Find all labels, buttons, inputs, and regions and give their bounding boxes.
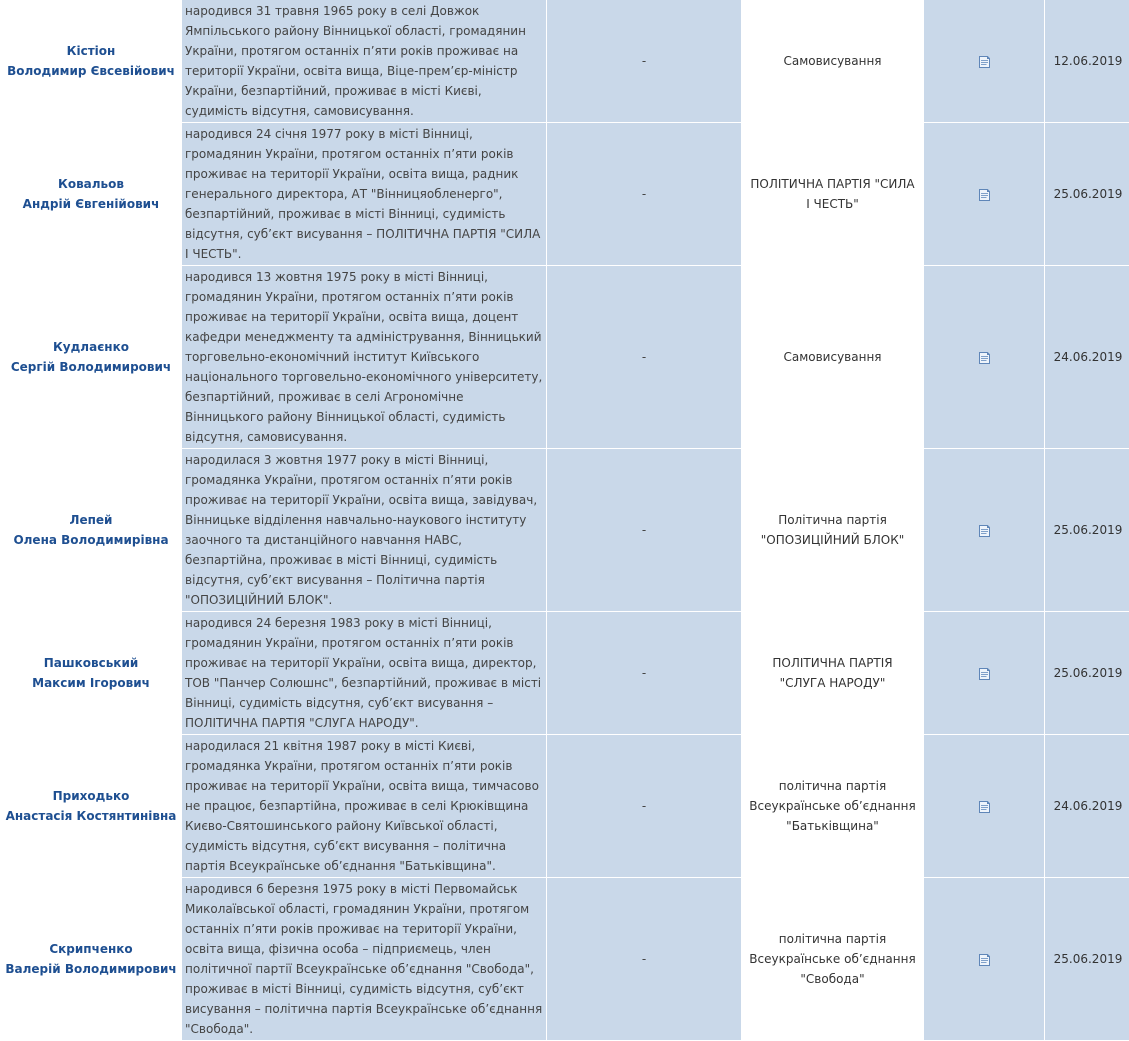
candidate-date-cell [1045,878,1129,1040]
candidate-other-cell [547,612,741,734]
candidate-nomination: ПОЛІТИЧНА ПАРТІЯ "СИЛА І ЧЕСТЬ" [750,177,915,211]
table-row [1,266,1129,448]
candidate-given-names: Сергій Володимирович [10,360,172,374]
candidate-given-names: Максим Ігорович [32,676,150,690]
candidate-registration-date: 25.06.2019 [1053,187,1123,201]
candidate-document-cell [924,878,1044,1040]
candidate-other-value: - [641,666,647,680]
candidate-bio-cell [182,266,546,448]
candidate-name-cell [1,449,181,611]
candidate-date-cell [1045,123,1129,265]
candidate-bio-cell [182,0,546,122]
table-row [1,0,1129,122]
candidate-name-cell [1,735,181,877]
candidate-nomination: Самовисування [783,54,882,68]
candidate-registration-date: 25.06.2019 [1053,666,1123,680]
candidate-other-cell [547,0,741,122]
candidate-bio-cell [182,612,546,734]
candidate-surname: Лепей [69,513,113,527]
candidate-bio: народився 31 травня 1965 року в селі Довжок Ямпільського району Вінницької області, громадянин України, протягом останніх п’яти років проживає на території України, освіта вища, Віце-прем’єр-міністр України, безпартійний, проживає в місті Києві, судимість відсутня, самовисування. [185,4,526,118]
candidate-given-names: Валерій Володимирович [5,962,177,976]
candidate-other-cell [547,449,741,611]
candidate-document-cell [924,612,1044,734]
candidate-bio-cell [182,449,546,611]
candidate-date-cell [1045,612,1129,734]
candidate-name-cell [1,878,181,1040]
candidate-name-cell [1,612,181,734]
document-icon[interactable] [976,187,992,203]
candidate-other-value: - [641,54,647,68]
candidate-nomination-cell [742,123,923,265]
candidate-registration-date: 12.06.2019 [1053,54,1123,68]
candidate-other-value: - [641,187,647,201]
candidate-other-cell [547,735,741,877]
candidate-nomination-cell [742,612,923,734]
candidate-bio: народився 24 березня 1983 року в місті Вінниці, громадянин України, протягом останніх п’яти років проживає на території України, освіта вища, директор, ТОВ "Панчер Солюшнс", безпартійний, проживає в місті Вінниці, судимість відсутня, суб’єкт висування – ПОЛІТИЧНА ПАРТІЯ "СЛУГА НАРОДУ". [185,616,542,730]
document-icon[interactable] [976,54,992,70]
candidate-bio: народилася 21 квітня 1987 року в місті Києві, громадянка України, протягом останніх п’яти років проживає на території України, освіта вища, тимчасово не працює, безпартійна, проживає в селі Крюківщина Києво-Святошинського району Київської області, судимість відсутня, суб’єкт висування – політична партія Всеукраїнське об’єднання "Батьківщина". [185,739,539,873]
candidates-table-body [1,0,1129,1040]
candidate-bio-cell [182,123,546,265]
candidate-bio-cell [182,878,546,1040]
candidate-registration-date: 25.06.2019 [1053,523,1123,537]
candidate-surname: Пашковський [43,656,139,670]
candidate-registration-date: 24.06.2019 [1053,350,1123,364]
table-row [1,449,1129,611]
candidate-surname: Кістіон [66,44,116,58]
candidate-registration-date: 25.06.2019 [1053,952,1123,966]
candidate-other-cell [547,878,741,1040]
candidate-nomination-cell [742,266,923,448]
candidate-document-cell [924,735,1044,877]
document-icon[interactable] [976,523,992,539]
candidate-nomination-cell [742,449,923,611]
table-row [1,735,1129,877]
candidate-nomination-cell [742,878,923,1040]
candidate-nomination: Політична партія "ОПОЗИЦІЙНИЙ БЛОК" [760,513,905,547]
candidate-date-cell [1045,449,1129,611]
candidate-document-cell [924,123,1044,265]
candidate-surname: Ковальов [58,177,124,191]
table-row [1,878,1129,1040]
candidate-surname: Кудлаєнко [52,340,129,354]
candidate-other-value: - [641,350,647,364]
candidate-document-cell [924,449,1044,611]
candidate-nomination: політична партія Всеукраїнське об’єднання "Свобода" [749,932,916,986]
candidate-bio: народився 6 березня 1975 року в місті Первомайськ Миколаївської області, громадянин України, протягом останніх п’яти років проживає на території України, освіта вища, фізична особа – підприємець, член політичної партії Всеукраїнське об’єднання "Свобода", проживає в місті Вінниці, судимість відсутня, суб’єкт висування – політична партія Всеукраїнське об’єднання "Свобода". [185,882,543,1036]
document-icon[interactable] [976,799,992,815]
document-icon[interactable] [976,350,992,366]
candidate-given-names: Володимир Євсевійович [7,64,175,78]
candidate-bio: народилася 3 жовтня 1977 року в місті Вінниці, громадянка України, протягом останніх п’яти років проживає на території України, освіта вища, завідувач, Вінницьке відділення навчально-наукового інституту заочного та дистанційного навчання НАВС, безпартійна, проживає в місті Вінниці, судимість відсутня, суб’єкт висування – Політична партія "ОПОЗИЦІЙНИЙ БЛОК". [185,453,538,607]
candidate-nomination: Самовисування [783,350,882,364]
candidate-given-names: Анастасія Костянтинівна [5,809,177,823]
candidate-given-names: Олена Володимирівна [13,533,169,547]
candidate-name-cell [1,266,181,448]
candidate-nomination-cell [742,0,923,122]
candidate-nomination-cell [742,735,923,877]
candidate-bio: народився 24 січня 1977 року в місті Вінниці, громадянин України, протягом останніх п’яти років проживає на території України, освіта вища, радник генерального директора, АТ "Вінницяобленерго", безпартійний, проживає в місті Вінниці, судимість відсутня, суб’єкт висування – ПОЛІТИЧНА ПАРТІЯ "СИЛА І ЧЕСТЬ". [185,127,541,261]
candidate-surname: Приходько [52,789,130,803]
candidate-registration-date: 24.06.2019 [1053,799,1123,813]
candidate-bio: народився 13 жовтня 1975 року в місті Вінниці, громадянин України, протягом останніх п’яти років проживає на території України, освіта вища, доцент кафедри менеджменту та адміністрування, Вінницький торговельно-економічний інститут Київського національного торговельно-економічного університету, безпартійний, проживає в селі Агрономічне Вінницького району Вінницької області, судимість відсутня, самовисування. [185,270,543,444]
candidate-surname: Скрипченко [49,942,133,956]
candidate-given-names: Андрій Євгенійович [22,197,160,211]
candidate-other-value: - [641,523,647,537]
document-icon[interactable] [976,952,992,968]
candidate-name-cell [1,123,181,265]
candidate-nomination: ПОЛІТИЧНА ПАРТІЯ "СЛУГА НАРОДУ" [772,656,893,690]
candidate-date-cell [1045,735,1129,877]
document-icon[interactable] [976,666,992,682]
candidate-other-cell [547,266,741,448]
candidate-document-cell [924,266,1044,448]
candidate-nomination: політична партія Всеукраїнське об’єднання "Батьківщина" [749,779,916,833]
candidate-other-value: - [641,799,647,813]
candidate-other-cell [547,123,741,265]
candidate-bio-cell [182,735,546,877]
table-row [1,123,1129,265]
table-row [1,612,1129,734]
candidate-date-cell [1045,266,1129,448]
candidate-date-cell [1045,0,1129,122]
candidate-document-cell [924,0,1044,122]
candidate-other-value: - [641,952,647,966]
candidate-name-cell [1,0,181,122]
